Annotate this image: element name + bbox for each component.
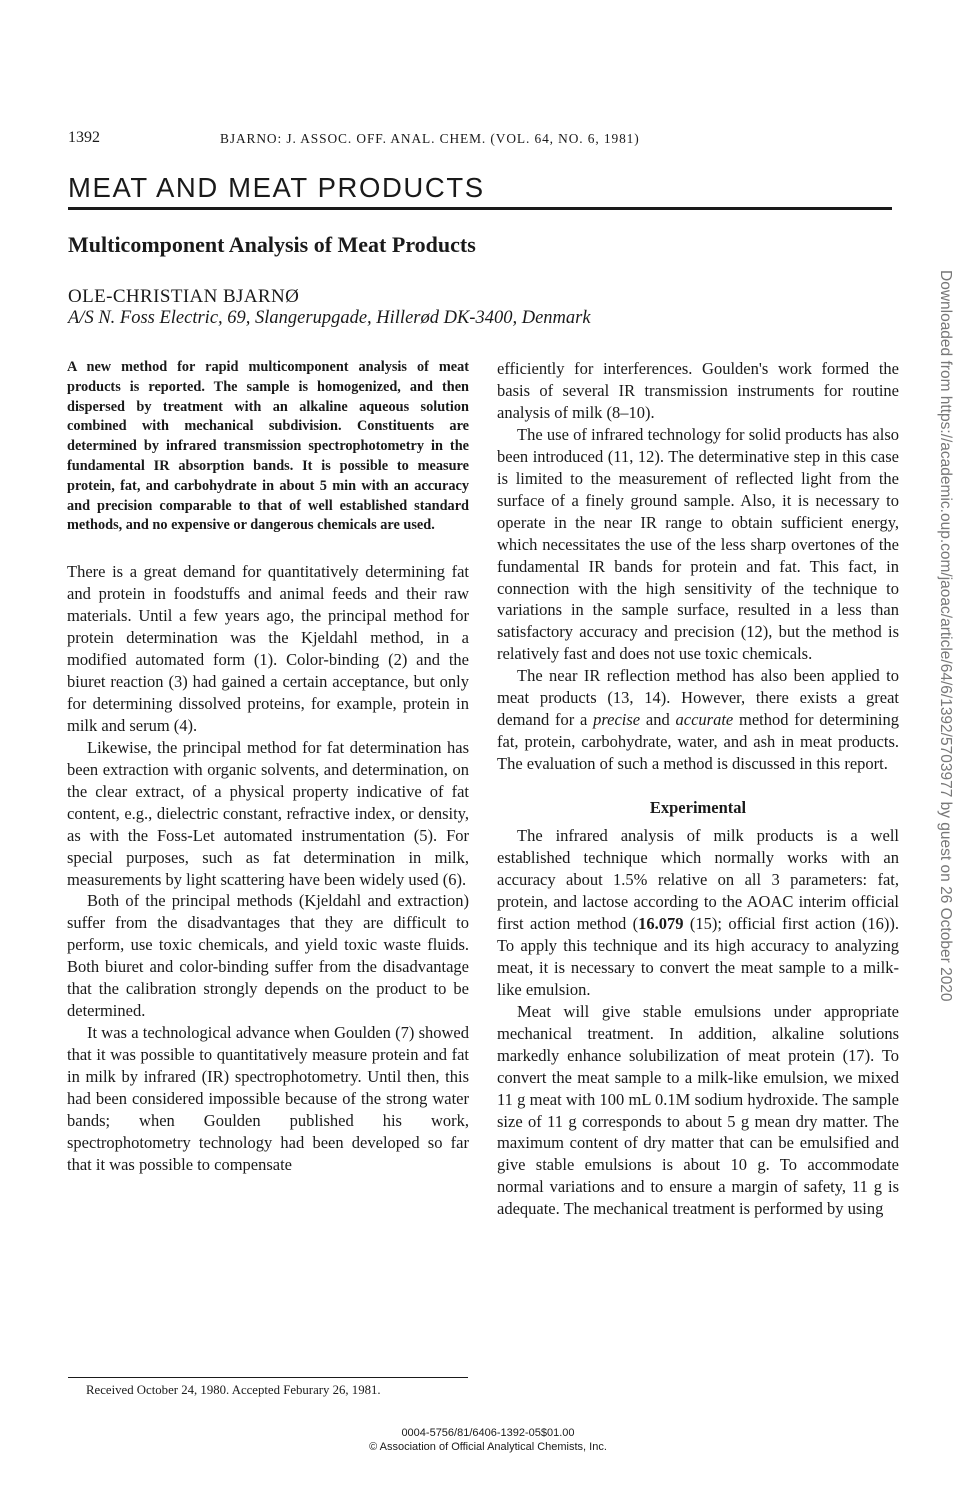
body-paragraph: There is a great demand for quantitatively determining fat and protein in foodstuffs and animal feeds and their raw materials. Until a few years ago, the principal method for protein determination was the Kjeldahl method, in a modified automated form (1). Color-binding (2) and the biuret reaction (3) had gained a certain acceptance, but only for determining dissolved proteins, for example, protein in milk and serum (4). — [67, 562, 469, 735]
body-paragraph: Likewise, the principal method for fat determination has been extraction with organic solvents, and determination, on the clear extract, of a physical property indicative of fat content, e.g., dielectric constant, refractive index, or density, as with the Foss-Let automated instrumentation (5). For special purposes, such as fat determination in milk, measurements by light scattering have been widely used (6). — [67, 737, 469, 889]
body-paragraph: Both of the principal methods (Kjeldahl and extraction) suffer from the disadvantages that they are difficult to perform, use toxic chemicals, and yield toxic waste fluids. Both biuret and color-binding suffer from the disadvantage that the calibration strongly depends on the product to be determined. — [67, 891, 469, 1021]
experimental-heading: Experimental — [649, 798, 747, 818]
body-paragraph: efficiently for interferences. Goulden's work formed the basis of several IR transmission instruments for routine analysis of milk (8–10). — [497, 359, 899, 422]
body-paragraph: The use of infrared technology for solid products has also been introduced (11, 12). The determinative step in this case is limited to the measurement of reflected light from the surface of a finely ground sample. Also, it is necessary to operate in the near IR range to obtain sufficient energy, which necessitates the use of the less sharp overtones of the fundamental IR bands for protein and fat. This fact, in connection with the high sensitivity of the technique to variations in the sample surface, resulted in a less than satisfactory accuracy and precision (12), but the method is relatively fast and does not use toxic chemicals. — [497, 424, 899, 664]
running-head: BJARNO: J. ASSOC. OFF. ANAL. CHEM. (VOL. 64, NO. 6, 1981) — [220, 131, 640, 146]
body-paragraph: Meat will give stable emulsions under appropriate mechanical treatment. In addition, alkaline solutions markedly enhance solubilization of meat protein (17). To convert the meat sample to a milk-like emulsion, we mixed 11 g meat with 100 mL 0.1M sodium hydroxide. The sample size of 11 g corresponds to about 5 g mean dry matter. The maximum content of dry matter that can be emulsified and give stable emulsions is about 10 g. To accommodate normal variations and to ensure a margin of safety, 11 g is adequate. The mechanical treatment is performed by using — [497, 1001, 899, 1219]
watermark-text: Downloaded from https://academic.oup.com/jaoac/article/64/6/1392/5703977 by guest on 26 October 2020 — [937, 270, 954, 1002]
bibliographic-line — [0, 1426, 976, 1454]
section-heading: MEAT AND MEAT PRODUCTS — [68, 172, 485, 203]
copyright-line: © Association of Official Analytical Chemists, Inc. — [369, 1441, 607, 1453]
method-number: 16.079 — [638, 913, 684, 933]
page-number: 1392 — [68, 129, 100, 146]
emphasis-precise: precise — [593, 710, 641, 730]
article-title: Multicomponent Analysis of Meat Products — [68, 232, 476, 257]
body-paragraph: The infrared analysis of milk products is a well established technique which normally works with an accuracy about 1.5% relative on all 3 parameters: fat, protein, and lactose according to the AOAC interim official first action method (16.079 (15); official first action (16)). To apply this technique and its high accuracy to analyzing meat, it is necessary to convert the meat sample to a milk-like emulsion. — [497, 826, 899, 999]
right-column — [497, 358, 899, 1220]
author-affiliation: A/S N. Foss Electric, 69, Slangerupgade, Hillerød DK-3400, Denmark — [68, 308, 591, 328]
body-paragraph: The near IR reflection method has also been applied to meat products (13, 14). However, there exists a great demand for a precise and accurate method for determining fat, protein, carbohydrate, water, and ash in meat products. The evaluation of such a method is discussed in this report. — [497, 666, 899, 774]
download-watermark — [934, 270, 958, 1270]
section-rule — [68, 207, 892, 210]
body-paragraph: It was a technological advance when Goulden (7) showed that it was possible to quantitatively measure protein and fat in milk by infrared (IR) spectrophotometry. Until then, this had been considered impossible because of the strong water bands; when Goulden published his work, spectrophotometry technology had been developed so far that it was possible to compensate — [67, 1023, 469, 1174]
emphasis-accurate: accurate — [675, 710, 734, 730]
footnote-rule — [68, 1377, 468, 1378]
price-code: 0004-5756/81/6406-1392-05$01.00 — [401, 1427, 575, 1439]
received-footnote: Received October 24, 1980. Accepted Feburary 26, 1981. — [86, 1383, 381, 1397]
abstract: A new method for rapid multicomponent analysis of meat products is reported. The sample is homogenized, and then dispersed by treatment with an alkaline aqueous solution combined with mechanical subdivision. Constituents are determined by infrared transmission spectrophotometry in the fundamental IR absorption bands. It is possible to measure protein, fat, and carbohydrate in about 5 min with an accuracy and precision comparable to that of well established standard methods, and no expensive or dangerous chemicals are used. — [67, 359, 469, 534]
page-header — [68, 129, 892, 151]
left-column — [67, 358, 469, 1176]
author-name: OLE-CHRISTIAN BJARNØ — [68, 286, 300, 307]
